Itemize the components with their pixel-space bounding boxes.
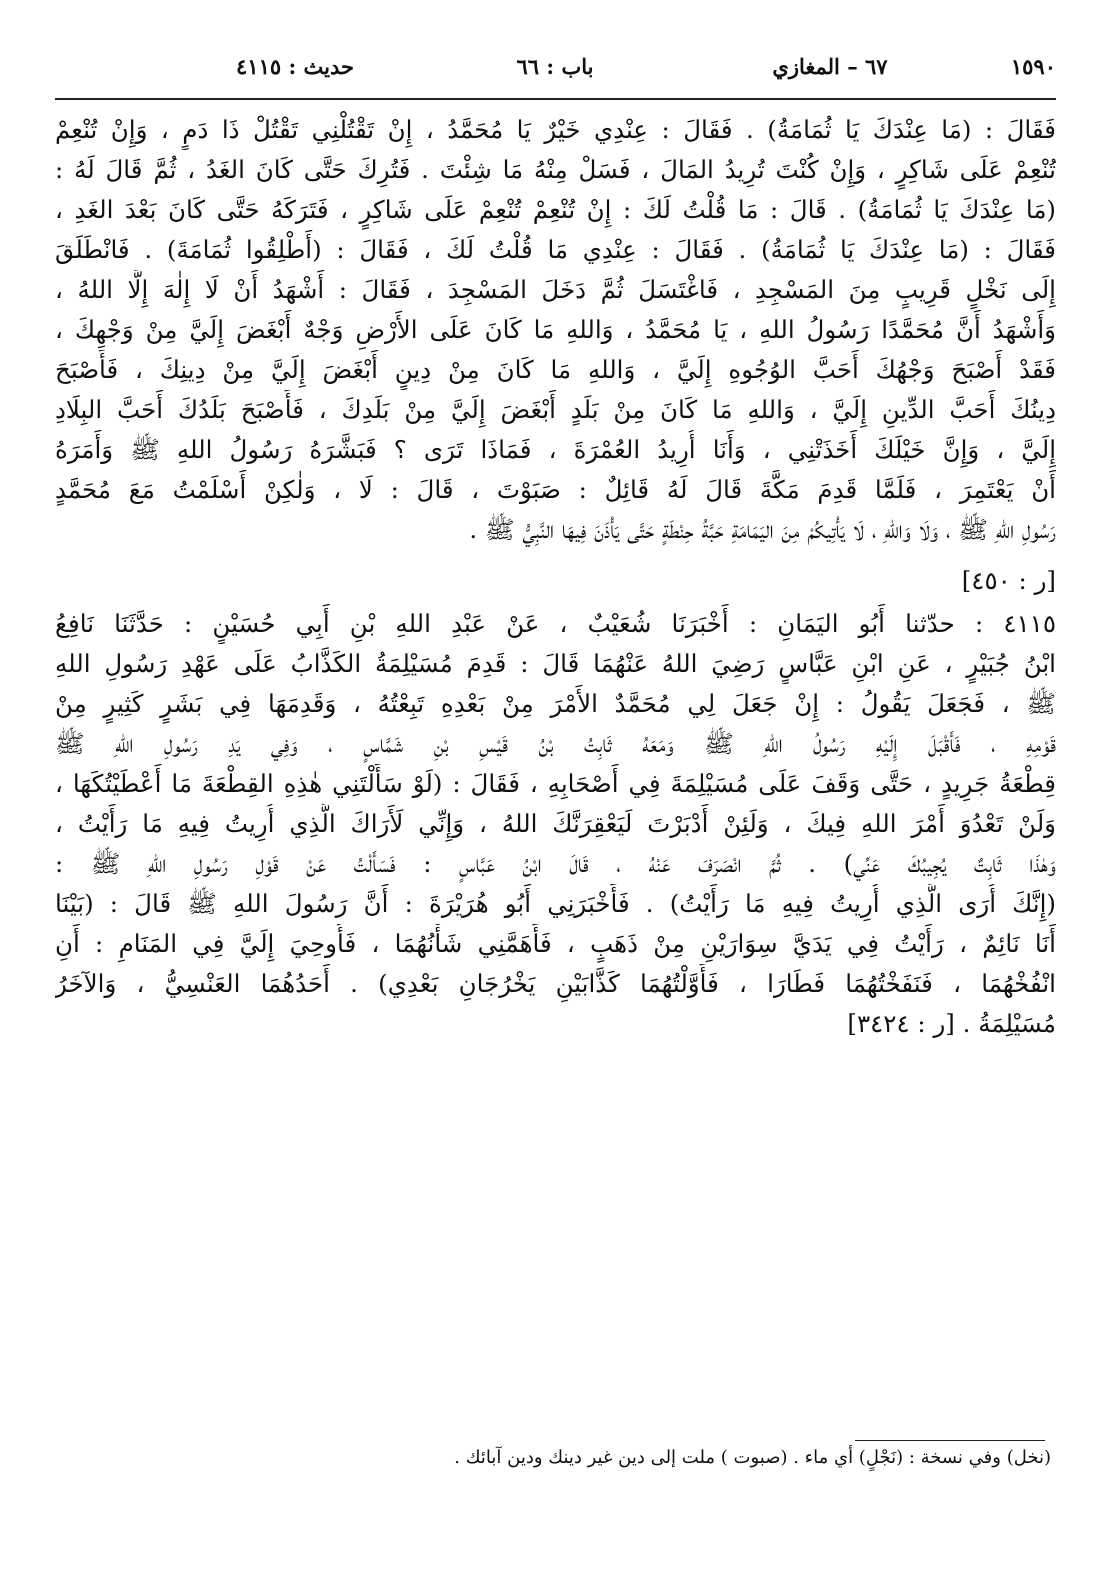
cross-reference: [ر : ٤٥٠]	[961, 566, 1056, 595]
main-text	[55, 110, 1056, 1044]
book-title: ٦٧ – المغازي	[772, 54, 888, 79]
text-line: أَنْ يَعْتَمِرَ ، فَلَمَّا قَدِمَ مَكَّةَ قَالَ لَهُ قَائِلٌ : صَبَوْتَ ، قَالَ : لَا ، وَلٰكِنْ أَسْلَمْتُ مَعَ مُحَمَّدٍ	[55, 475, 1056, 504]
text-line: (مَا عِنْدَكَ يَا ثُمَامَةُ) . قَالَ : مَا قُلْتُ لَكَ : إِنْ تُنْعِمْ تُنْعِمْ عَلَى شَاكِرٍ ، فَتَرَكَهُ حَتَّى كَانَ بَعْدَ الغَدِ ،	[55, 195, 1056, 224]
text-line: فَقَدْ أَصْبَحَ وَجْهُكَ أَحَبَّ الوُجُوهِ إِلَيَّ ، وَاللهِ مَا كَانَ مِنْ دِينٍ أَبْغَضَ إِلَيَّ مِنْ دِينِكَ ، فَأَصْبَحَ	[55, 355, 1056, 384]
text-line: إِلَى نَخْلٍ قَرِيبٍ مِنَ المَسْجِدِ ، فَاغْتَسَلَ ثُمَّ دَخَلَ المَسْجِدَ ، فَقَالَ : أَشْهَدُ أَنْ لَا إِلٰهَ إِلَّا اللهُ ،	[55, 275, 1056, 304]
text-line: دِينُكَ أَحَبَّ الدِّينِ إِلَيَّ ، وَاللهِ مَا كَانَ مِنْ بَلَدٍ أَبْغَضَ إِلَيَّ مِنْ بَلَدِكَ ، فَأَصْبَحَ بَلَدُكَ أَحَبَّ البِلَادِ	[55, 395, 1056, 424]
hadith-line: مُسَيْلِمَةُ . [ر : ٣٤٢٤]	[847, 1009, 1056, 1038]
hadith-line: أَنَا نَائِمٌ ، رَأَيْتُ فِي يَدَيَّ سِوَارَيْنِ مِنْ ذَهَبٍ ، فَأَهَمَّنِي شَأْنُهُمَا ، فَأُوحِيَ إِلَيَّ فِي المَنَامِ : أَنِ	[55, 929, 1056, 958]
running-header	[55, 50, 1056, 90]
page-number: ١٥٩٠	[1010, 54, 1056, 79]
text-line: فَقَالَ : (مَا عِنْدَكَ يَا ثُمَامَةُ) . فَقَالَ : عِنْدِي خَيْرٌ يَا مُحَمَّدُ ، إِنْ تَقْتُلْنِي تَقْتُلْ ذَا دَمٍ ، وَإِنْ تُنْعِمْ	[55, 115, 1056, 144]
hadith-line: ٤١١٥ : حدّثنا أَبُو اليَمَانِ : أَخْبَرَنَا شُعَيْبٌ ، عَنْ عَبْدِ اللهِ بْنِ أَبِي حُسَيْنٍ : حَدَّثَنَا نَافِعُ	[55, 609, 1056, 638]
hadith-line: ابْنُ جُبَيْرٍ ، عَنِ ابْنِ عَبَّاسٍ رَضِيَ اللهُ عَنْهُمَا قَالَ : قَدِمَ مُسَيْلِمَةُ الكَذَّابُ عَلَى عَهْدِ رَسُولِ اللهِ	[55, 649, 1056, 678]
hadith-line: (إِنَّكَ أُرَى الَّذِي أُرِيتُ فِيهِ مَا رَأَيْتُ) . فَأَخْبَرَنِي أَبُو هُرَيْرَةَ : أَنَّ رَسُولَ اللهِ ﷺ قَالَ : (بَيْنَا	[55, 889, 1056, 918]
hadith-line: انْفُخْهُمَا ، فَنَفَخْتُهُمَا فَطَارَا ، فَأَوَّلْتُهُمَا كَذَّابَيْنِ يَخْرُجَانِ بَعْدِي) . أَحَدُهُمَا العَنْسِيُّ ، وَالآخَرُ	[55, 969, 1056, 998]
footnote-divider	[855, 1440, 1045, 1441]
text-line: وَأَشْهَدُ أَنَّ مُحَمَّدًا رَسُولُ اللهِ ، يَا مُحَمَّدُ ، وَاللهِ مَا كَانَ عَلَى الأَرْضِ وَجْهٌ أَبْغَضَ إِلَيَّ مِنْ وَجْهِكَ ،	[55, 315, 1056, 344]
text-line: إِلَيَّ ، وَإِنَّ خَيْلَكَ أَخَذَتْنِي ، وَأَنَا أُرِيدُ العُمْرَةَ ، فَمَاذَا تَرَى ؟ فَبَشَّرَهُ رَسُولُ اللهِ ﷺ وَأَمَرَهُ	[55, 435, 1056, 464]
hadith-line: وَلَنْ تَعْدُوَ أَمْرَ اللهِ فِيكَ ، وَلَئِنْ أَدْبَرْتَ لَيَعْقِرَنَّكَ اللهُ ، وَإِنِّي لَأَرَاكَ الَّذِي أُرِيتُ فِيهِ مَا رَأَيْتُ ،	[55, 809, 1056, 838]
header-divider	[55, 98, 1056, 100]
hadith-line: وَهٰذَا ثَابِتٌ يُجِيبُكَ عَنِّي) . ثُمَّ انْصَرَفَ عَنْهُ ، قَالَ ابْنُ عَبَّاسٍ : فَسَأَلْتُ عَنْ قَوْلِ رَسُولِ اللهِ ﷺ :	[55, 849, 1056, 878]
text-line: تُنْعِمْ عَلَى شَاكِرٍ ، وَإِنْ كُنْتَ تُرِيدُ المَالَ ، فَسَلْ مِنْهُ مَا شِئْتَ . فَتُرِكَ حَتَّى كَانَ الغَدُ ، ثُمَّ قَالَ لَهُ :	[55, 155, 1056, 184]
hadith-line: قَوْمِهِ ، فَأَقْبَلَ إِلَيْهِ رَسُولُ اللهِ ﷺ وَمَعَهُ ثَابِتُ بْنُ قَيْسِ بْنِ شَمَّاسٍ ، وَفِي يَدِ رَسُولِ اللهِ ﷺ	[55, 729, 1056, 758]
text-line: فَقَالَ : (مَا عِنْدَكَ يَا ثُمَامَةُ) . فَقَالَ : عِنْدِي مَا قُلْتُ لَكَ ، فَقَالَ : (أَطْلِقُوا ثُمَامَةَ) . فَانْطَلَقَ	[55, 235, 1056, 264]
hadith-number: حديث : ٤١١٥	[236, 54, 354, 79]
hadith-line: قِطْعَةُ جَرِيدٍ ، حَتَّى وَقَفَ عَلَى مُسَيْلِمَةَ فِي أَصْحَابِهِ ، فَقَالَ : (لَوْ سَأَلْتَنِي هٰذِهِ القِطْعَةَ مَا أَعْطَيْتُكَهَا ،	[55, 769, 1056, 798]
hadith-line: ﷺ ، فَجَعَلَ يَقُولُ : إِنْ جَعَلَ لِي مُحَمَّدٌ الأَمْرَ مِنْ بَعْدِهِ تَبِعْتُهُ ، وَقَدِمَهَا فِي بَشَرٍ كَثِيرٍ مِنْ	[55, 689, 1056, 718]
text-line: رَسُولِ اللهِ ﷺ ، وَلَا وَاللهِ ، لَا يَأْتِيكُمْ مِنَ اليَمَامَةِ حَبَّةُ حِنْطَةٍ حَتَّى يَأْذَنَ فِيهَا النَّبِيُّ ﷺ .	[469, 515, 1056, 544]
chapter-number: باب : ٦٦	[516, 54, 594, 79]
footnote: (نخل) وفي نسخة : (نَجْلٍ) أي ماء . (صبوت ) ملت إلى دين غير دينك ودين آبائك .	[454, 1447, 1051, 1468]
